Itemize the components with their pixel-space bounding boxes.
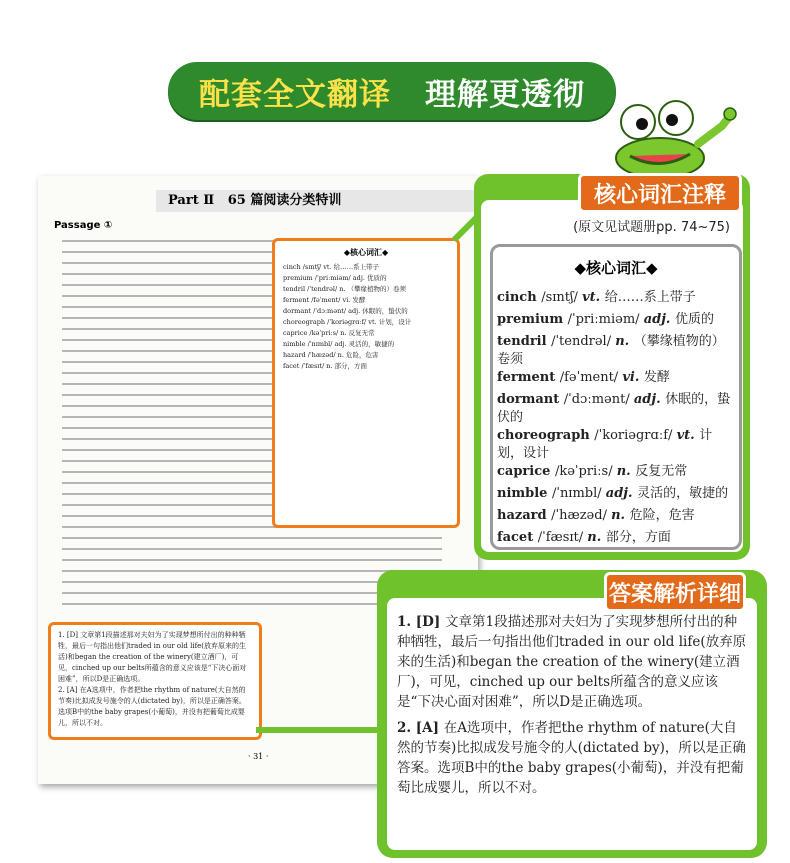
vocab-word: facet [497,530,538,545]
vocab-definition: 灵活的，敏捷的 [637,486,729,501]
vocab-word: choreograph [497,428,595,443]
vocab-pos: n. [616,464,636,479]
page-vocab-entry: dormant /ˈdɔːmənt/ adj. 休眠的，蛰伏的 [283,307,408,315]
vocab-word: nimble [497,486,552,501]
part-label: Part Ⅱ [168,193,215,208]
page-vocab-entry: cinch /sɪntʃ/ vt. 给……系上带子 [283,263,380,271]
vocab-pos: vi. [622,370,644,385]
vocab-definition: 部分，方面 [605,530,671,545]
vocab-word: cinch [497,290,542,305]
answer-text: 在A选项中，作者把the rhythm of nature(大自然的节奏)比拟成发号施令的人(dictated by)，所以是正确答案。选项B中的the baby grapes(小葡萄)，并没有把葡萄比成婴儿，所以不对。 [397,720,746,796]
vocab-definition: 给……系上带子 [604,290,696,305]
vocab-entry [497,463,735,481]
page-vocab-entry: tendril /ˈtendrəl/ n. （攀缘植物的）卷须 [283,285,407,293]
vocab-entry [497,333,735,369]
vocab-word: dormant [497,392,564,407]
vocab-phonetic: /ˈpriːmiəm/ [567,312,644,327]
page-vocab-entry: hazard /ˈhæzəd/ n. 危险，危害 [283,351,379,359]
vocab-definition: 发酵 [643,370,670,385]
vocab-phonetic: /ˈnɪmbl/ [551,486,606,501]
vocab-entry [497,427,735,463]
vocab-pos: adj. [643,312,675,327]
vocab-word: caprice [497,464,555,479]
vocab-phonetic: /ˈdɔːmənt/ [563,392,634,407]
vocab-callout-tag: 核心词汇注释 [578,173,742,213]
answer-text: 文章第1段描述那对夫妇为了实现梦想所付出的种种牺牲，最后一句指出他们traded in our old life(放弃原来的生活)和began the creation of the winery(建立酒厂)，可见，cinched up our belts所蕴含的意义应该是“下决心面对困难”，所以D是正确选项。 [397,614,747,710]
answer-explanations [397,612,747,804]
vocab-phonetic: /ˈtendrəl/ [551,334,616,349]
vocab-pos: n. [615,334,634,349]
page-vocab-entry: nimble /ˈnɪmbl/ adj. 灵活的，敏捷的 [283,340,395,348]
vocab-phonetic: /fəˈment/ [559,370,623,385]
vocab-definition: 优质的 [674,312,714,327]
vocab-pos: n. [587,530,606,545]
page-number: · 31 · [248,752,269,761]
vocab-phonetic: /kəˈpriːs/ [554,464,617,479]
vocab-word: ferment [497,370,560,385]
vocab-definition: 休眠的，蛰伏的 [497,392,731,425]
vocab-entry [497,391,735,427]
vocab-phonetic: /ˈkoriəgrɑːf/ [594,428,677,443]
vocab-definition: 计划，设计 [497,428,713,461]
vocab-word: hazard [497,508,552,523]
answer-key: 1. [D] [397,614,445,630]
page-vocab-entry: facet /ˈfæsɪt/ n. 部分，方面 [283,362,368,370]
vocab-phonetic: /sɪntʃ/ [541,290,583,305]
vocab-pos: vt. [676,428,700,443]
banner-secondary-text: 理解更透彻 [425,76,585,113]
vocab-entry [497,485,735,503]
vocab-pos: adj. [633,392,666,407]
vocab-reference: (原文见试题册pp. 74~75) [573,220,730,235]
vocab-pos: vt. [582,290,605,305]
page-vocab-entry: ferment /fəˈment/ vi. 发酵 [283,296,366,304]
page-vocab-entry: premium /ˈpriːmiəm/ adj. 优质的 [283,274,387,282]
vocab-definition: 反复无常 [635,464,688,479]
answer-callout-tag: 答案解析详细 [604,572,746,612]
answer-item [397,718,747,798]
vocab-word: tendril [497,334,552,349]
vocab-definition: （攀缘植物的）卷须 [497,334,725,367]
vocab-phonetic: /ˈfæsɪt/ [537,530,588,545]
vocab-heading: ◆核心词汇◆ [574,259,658,277]
vocab-entry [497,369,735,387]
vocab-entry [497,507,735,525]
vocab-pos: n. [611,508,630,523]
page-vocab-heading: ◆核心词汇◆ [343,247,389,257]
page-vocab-entry: choreograph /ˈkoriəgrɑːf/ vt. 计划，设计 [283,318,412,326]
vocab-entry [497,311,735,329]
answer-key: 2. [A] [397,720,444,736]
vocab-entry [497,289,735,307]
page-vocab-entry: caprice /kəˈpriːs/ n. 反复无常 [283,329,375,337]
vocab-phonetic: /ˈhæzəd/ [551,508,612,523]
banner-primary-text: 配套全文翻译 [199,76,391,113]
vocab-entry [497,529,735,547]
page-answer-item: 2. [A] 在A选项中，作者把the rhythm of nature(大自然的节奏)比拟成发号施令的人(dictated by)，所以是正确答案。选项B中的the baby grapes(小葡萄)，并没有把葡萄比成婴儿，所以不对。 [58,686,246,727]
vocab-definition: 危险，危害 [629,508,695,523]
page-answer-item: 1. [D] 文章第1段描述那对夫妇为了实现梦想所付出的种种牺牲，最后一句指出他们traded in our old life(放弃原来的生活)和began the creation of the winery(建立酒厂)，可见，cinched up our belts所蕴含的意义应该是“下决心面对困难”，所以D是正确选项。 [58,631,247,683]
vocab-word: premium [497,312,568,327]
vocab-pos: adj. [605,486,638,501]
vocab-big-box [490,244,742,550]
answer-item [397,612,747,712]
passage-label: Passage ① [54,220,113,231]
page-title: 65 篇阅读分类特训 [227,193,342,208]
